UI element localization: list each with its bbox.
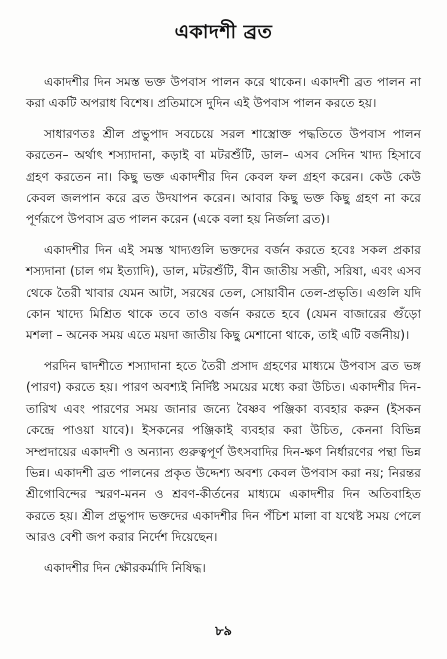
paragraph-forbidden-foods: একাদশীর দিন এই সমস্ত খাদ্যগুলি ভক্তদের বর্জন করতে হবেঃ সকল প্রকার শস্যদানা (চাল গম ইত্যাদি), ডাল, মটরশুঁটি, বীন জাতীয় সব্জী, সরিষা, এবং এসব থেকে তৈরী খাবার যেমন আটা, সরষের তেল, সোয়াবীন তেল-প্রভৃতি। এগুলি যদি কোন খাদ্যে মিশ্রিত থাকে তবে তাও বর্জন করতে হবে (যেমন বাজারের গুঁড়ো মশলা – অনেক সময় এতে ময়দা জাতীয় কিছু মেশানো থাকে, তাই এটি বর্জনীয়)। xyxy=(26,242,421,343)
paragraph-intro: একাদশীর দিন সমস্ত ভক্ত উপবাস পালন করে থাকেন। একাদশী ব্রত পালন না করা একটি অপরাধ বিশেষ। প্রতিমাসে দুদিন এই উপবাস পালন করতে হয়। xyxy=(26,75,421,111)
paragraph-parana: পরদিন দ্বাদশীতে শস্যাদানা হতে তৈরী প্রসাদ গ্রহণের মাধ্যমে উপবাস ব্রত ভঙ্গ (পারণ) করতে হয়। পারণ অবশ্যই নির্দিষ্ট সময়ের মধ্যে করা উচিত। একাদশীর দিন-তারিখ এবং পারণের সময় জানার জন্যে বৈষ্ণব পঞ্জিকা ব্যবহার করুন (ইসকন কেন্দ্রে পাওয়া যাবে)। ইসকনের পঞ্জিকাই ব্যবহার করা উচিত, কেননা বিভিন্ন সম্প্রদায়ের একাদশী ও অন্যান্য গুরুত্বপূর্ণ উৎসবাদির দিন-ক্ষণ নির্ধারণের পন্থা ভিন্ন ভিন্ন। একাদশী ব্রত পালনের প্রকৃত উদ্দেশ্য অবশ্য কেবল উপবাস করা নয়; নিরন্তর শ্রীগোবিন্দের স্মরণ-মনন ও শ্রবণ-কীর্তনের মাধ্যমে একাদশীর দিন অতিবাহিত করতে হয়। শ্রীল প্রভুপাদ ভক্তদের একাদশীর দিন পঁচিশ মালা বা যথেষ্ট সময় পেলে আরও বেশী জপ করার নির্দেশ দিয়েছেন। xyxy=(26,358,421,545)
paragraph-prabhupada-practice: সাধারণতঃ শ্রীল প্রভুপাদ সবচেয়ে সরল শাস্ত্রোক্ত পদ্ধতিতে উপবাস পালন করতেন– অর্থাৎ শস্যাদানা, কড়াই বা মটরশুঁটি, ডাল– এসব সেদিন খাদ্য হিসাবে গ্রহণ করতেন না। কিছু ভক্ত একাদশীর দিন কেবল ফল গ্রহণ করেন। কেউ কেউ কেবল জলপান করে ব্রত উদযাপন করেন। আবার কিছু ভক্ত কিছু গ্রহণ না করে পূর্ণরূপে উপবাস ব্রত পালন করেন (একে বলা হয় নির্জলা ব্রত)। xyxy=(26,126,421,227)
paragraph-shaving-prohibited: একাদশীর দিন ক্ষৌরকর্মাদি নিষিদ্ধ। xyxy=(44,560,206,575)
page-number: ৮৯ xyxy=(215,624,232,639)
page-title: একাদশী ব্রত xyxy=(174,21,273,43)
